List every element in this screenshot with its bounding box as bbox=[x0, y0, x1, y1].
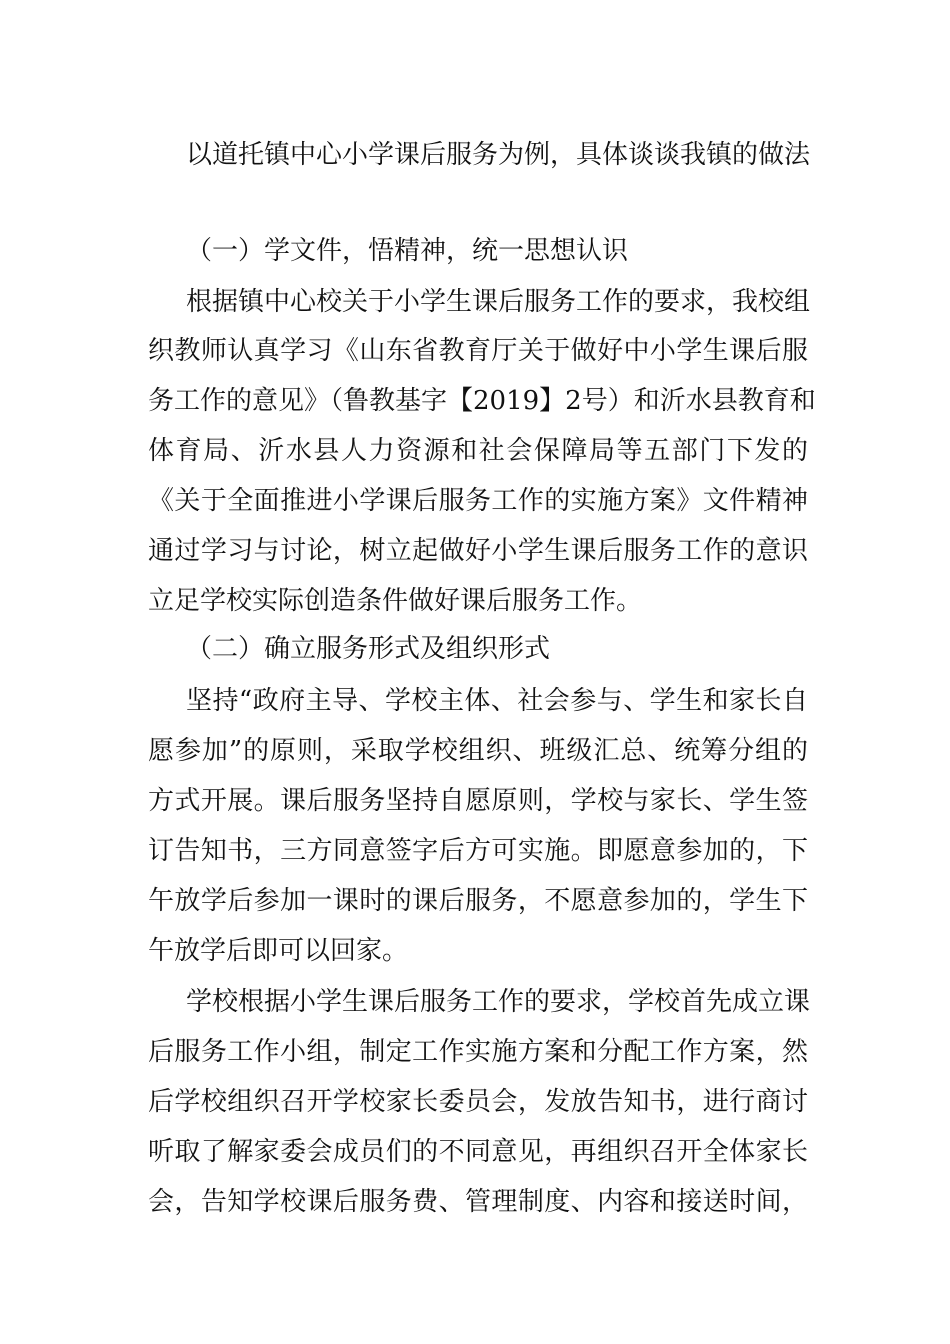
section2-para1-line: 午放学后参加一课时的课后服务，不愿意参加的，学生下 bbox=[148, 886, 808, 916]
intro-line: 以道托镇中心小学课后服务为例，具体谈谈我镇的做法 bbox=[186, 140, 811, 170]
section2-para1-line: 订告知书，三方同意签字后方可实施。即愿意参加的，下 bbox=[148, 836, 808, 866]
section1-line: 务工作的意见》（鲁教基字【2019】2号）和沂水县教育和 bbox=[148, 386, 816, 416]
section2-para1-line: 午放学后即可以回家。 bbox=[148, 936, 409, 966]
section2-para2-line: 学校根据小学生课后服务工作的要求，学校首先成立课 bbox=[186, 987, 811, 1017]
section2-para1-line: 愿参加”的原则，采取学校组织、班级汇总、统筹分组的 bbox=[148, 736, 808, 766]
section1-line: 根据镇中心校关于小学生课后服务工作的要求，我校组 bbox=[186, 287, 811, 317]
section2-para2-line: 后学校组织召开学校家长委员会，发放告知书，进行商讨 bbox=[148, 1087, 808, 1117]
section2-para2-line: 听取了解家委会成员们的不同意见，再组织召开全体家长 bbox=[148, 1137, 808, 1167]
section1-line: 通过学习与讨论，树立起做好小学生课后服务工作的意识 bbox=[148, 536, 808, 566]
section1-line: 织教师认真学习《山东省教育厅关于做好中小学生课后服 bbox=[148, 336, 808, 366]
section1-heading: （一）学文件，悟精神，统一思想认识 bbox=[186, 236, 629, 266]
section2-para1-line: 坚持“政府主导、学校主体、社会参与、学生和家长自 bbox=[186, 686, 808, 716]
section2-para1-line: 方式开展。课后服务坚持自愿原则，学校与家长、学生签 bbox=[148, 786, 808, 816]
section2-para2-line: 后服务工作小组，制定工作实施方案和分配工作方案，然 bbox=[148, 1037, 808, 1067]
section1-line: 《关于全面推进小学课后服务工作的实施方案》文件精神 bbox=[148, 486, 808, 516]
section1-line: 立足学校实际创造条件做好课后服务工作。 bbox=[148, 586, 643, 616]
section1-line: 体育局、沂水县人力资源和社会保障局等五部门下发的 bbox=[148, 436, 808, 466]
section2-heading: （二）确立服务形式及组织形式 bbox=[186, 634, 551, 664]
section2-para2-line: 会，告知学校课后服务费、管理制度、内容和接送时间， bbox=[148, 1187, 808, 1217]
